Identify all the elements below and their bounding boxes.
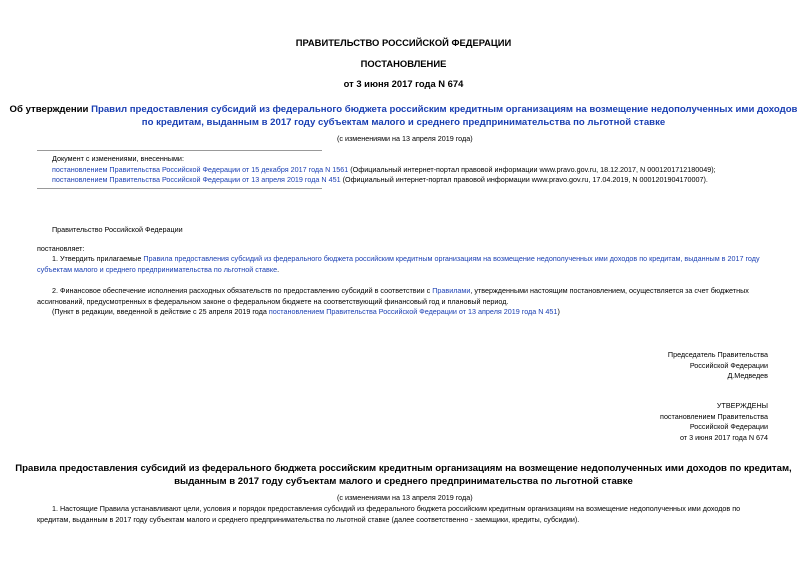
p1-rules-link[interactable]: Правила предоставления субсидий из федерального бюджета российским кредитным организациям на возмещение недополученных ими доходов по кредитам, выданным в 2017 году <box>143 254 760 263</box>
amendment-link-1[interactable]: постановлением Правительства Российской Федерации от 15 декабря 2017 года N 1561 <box>52 164 349 174</box>
changes-note: (с изменениями на 13 апреля 2019 года) <box>337 134 473 143</box>
p2-rules-link[interactable]: Правилами <box>432 286 471 295</box>
signature-block <box>668 350 768 382</box>
title-rules-link[interactable]: Правил предоставления субсидий из федерального бюджета российским кредитным организациям на возмещение недополученных ими доходов <box>91 104 798 115</box>
amendment-item-2 <box>52 175 792 186</box>
divider-bottom <box>37 188 322 189</box>
paragraph-2 <box>37 286 775 318</box>
p1-start: 1. Утвердить прилагаемые <box>52 254 144 263</box>
amendments-block <box>52 154 792 186</box>
document-title <box>0 103 807 129</box>
paragraph-1 <box>37 254 775 275</box>
divider-top <box>37 150 322 151</box>
approved-date: от 3 июня 2017 года N 674 <box>679 432 768 442</box>
title-rules-link-cont[interactable]: по кредитам, выданным в 2017 году субъектам малого и среднего предпринимательства по льготной ставке <box>141 117 666 128</box>
signature-country: Российской Федерации <box>689 360 768 370</box>
decrees-word: постановляет: <box>37 244 85 253</box>
rules-p1-line1: 1. Настоящие Правила устанавливают цели, условия и порядок предоставления субсидий из федерального бюджета российским кредитным организациям на возмещение недополученных ими доходов по <box>52 504 741 513</box>
p1-rules-link-cont[interactable]: субъектам малого и среднего предпринимательства по льготной ставке <box>37 264 278 274</box>
rules-title <box>0 462 807 488</box>
signature-title: Председатель Правительства <box>667 350 768 359</box>
gov-name: Правительство Российской Федерации <box>52 225 183 234</box>
approved-country: Российской Федерации <box>689 422 768 431</box>
doc-date-number: от 3 июня 2017 года N 674 <box>343 78 464 89</box>
amendment-source-1: (Официальный интернет-портал правовой информации www.pravo.gov.ru, 18.12.2017, N 0001201712180049); <box>348 164 716 174</box>
rules-p1-line2: кредитам, выданным в 2017 году субъектам малого и среднего предпринимательства по льготной ставке (далее соответственно - заемщики, кредиты, субсидии). <box>37 514 580 524</box>
approved-block <box>660 401 768 443</box>
rules-changes-note: (с изменениями на 13 апреля 2019 года) <box>337 493 473 502</box>
amendment-source-2: (Официальный интернет-портал правовой информации www.pravo.gov.ru, 17.04.2019, N 0001201904170007). <box>340 175 708 184</box>
amendment-link-2[interactable]: постановлением Правительства Российской Федерации от 13 апреля 2019 года N 451 <box>52 175 341 184</box>
signature-name: Д.Медведев <box>727 371 768 380</box>
p2-rest: , утвержденными настоящим постановлением, осуществляется за счет бюджетных <box>470 286 749 295</box>
approved-label: УТВЕРЖДЕНЫ <box>716 401 768 410</box>
approved-by: постановлением Правительства <box>660 411 768 421</box>
title-prefix: Об утверждении <box>9 104 92 115</box>
p2-note-start: (Пункт в редакции, введенной в действие с 25 апреля 2019 года <box>52 307 269 316</box>
amendment-item-1 <box>52 165 792 176</box>
rules-title-line2: выданным в 2017 году субъектам малого и среднего предпринимательства по льготной ставке <box>174 476 633 487</box>
p1-end: . <box>277 264 280 274</box>
p2-note-end: ) <box>557 307 560 316</box>
org-heading: ПРАВИТЕЛЬСТВО РОССИЙСКОЙ ФЕДЕРАЦИИ <box>295 37 512 48</box>
rules-paragraph-1 <box>37 504 775 525</box>
doc-type: ПОСТАНОВЛЕНИЕ <box>360 58 447 69</box>
p2-note-link[interactable]: постановлением Правительства Российской Федерации от 13 апреля 2019 года N 451 <box>268 307 558 316</box>
p2-line2: ассигнований, предусмотренных в федеральном законе о федеральном бюджете на соответствующий финансовый год и плановый период. <box>37 296 509 306</box>
rules-title-line1: Правила предоставления субсидий из федерального бюджета российским кредитным организациям на возмещение недополученных ими доходов по кредитам, <box>15 463 792 474</box>
p2-start: 2. Финансовое обеспечение исполнения расходных обязательств по предоставлению субсидий в соответствии с <box>52 286 433 295</box>
amendments-heading: Документ с изменениями, внесенными: <box>52 154 184 163</box>
